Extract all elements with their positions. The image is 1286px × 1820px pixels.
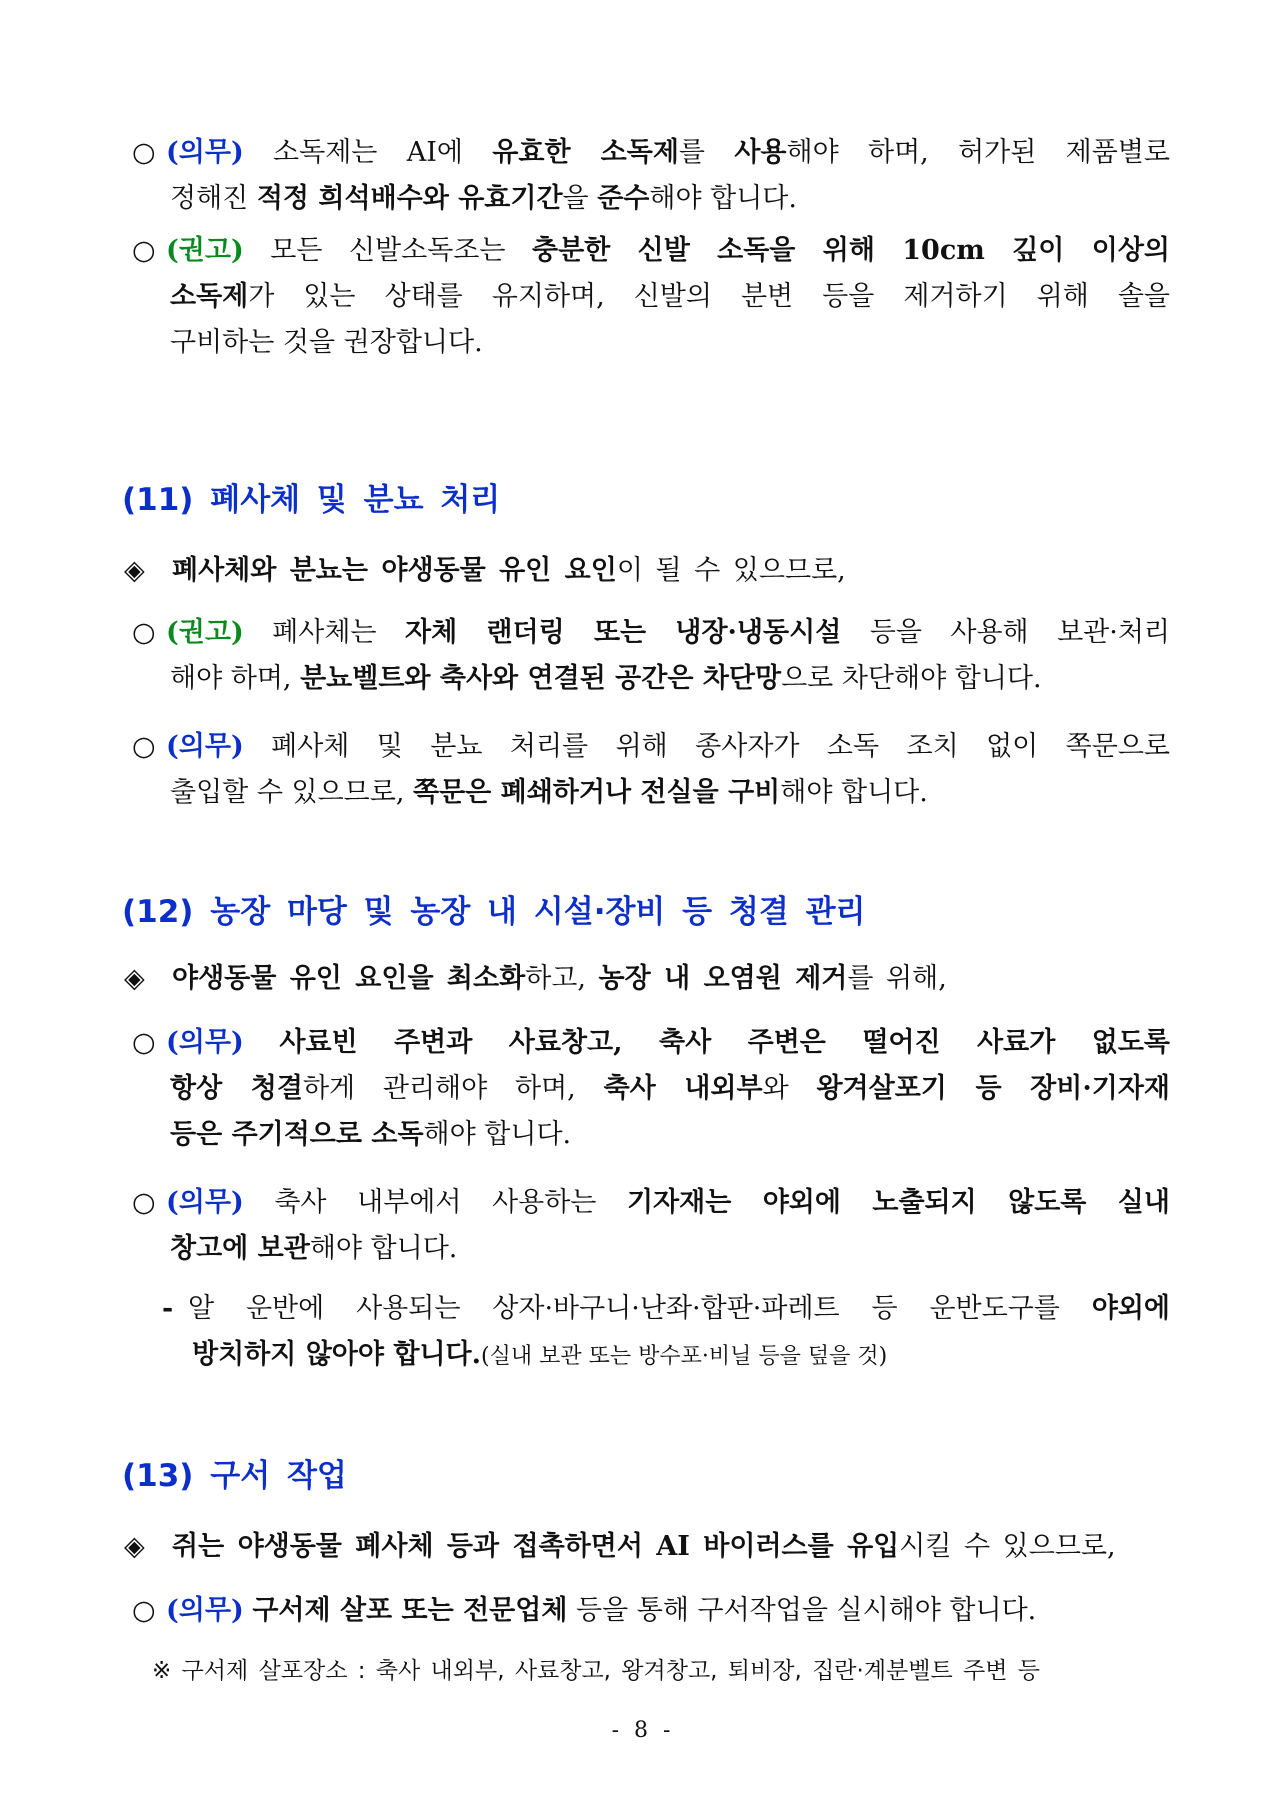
page-number: - 8 - (611, 1718, 675, 1743)
diamond-bullet-icon: ◈ (124, 1531, 145, 1562)
item-text (279, 1027, 1170, 1058)
item-line (132, 656, 1170, 702)
circle-bullet-icon: ○ (132, 1187, 156, 1218)
section-heading-13: (13) 구서 작업 (122, 1458, 347, 1494)
item-line (132, 724, 1170, 770)
item-text: 모든 신발소독조는 충분한 신발 소독을 위해 10cm 깊이 이상의 (270, 235, 1170, 266)
bullet-item-sidedoor (132, 724, 1170, 816)
dash-bullet: - (162, 1293, 174, 1324)
emphasis-text: 소독제 (170, 281, 249, 312)
emphasis-text: 사료빈 주변과 사료창고, 축사 주변은 떨어진 사료가 없도록 (279, 1027, 1170, 1058)
section-lead-13 (124, 1524, 1116, 1563)
item-line (132, 1020, 1170, 1066)
item-line (132, 130, 1170, 176)
emphasis-text: 농장 내 오염원 제거 (598, 963, 848, 994)
emphasis-text: 분뇨벨트와 축사와 연결된 공간은 차단망 (300, 663, 782, 694)
item-line (132, 228, 1170, 274)
emphasis-text: 항상 청결 (170, 1073, 303, 1104)
emphasis-text: 왕겨살포기 등 장비·기자재 (816, 1073, 1170, 1104)
emphasis-text: 방치하지 않아야 합니다. (192, 1339, 482, 1370)
item-line (132, 1066, 1170, 1112)
circle-bullet-icon: ○ (132, 137, 156, 168)
item-line (132, 1588, 1170, 1634)
emphasis-text: 유효한 소독제 (492, 137, 679, 168)
circle-bullet-icon: ○ (132, 1027, 156, 1058)
parenthetical-note: (실내 보관 또는 방수포·비닐 등을 덮을 것) (481, 1344, 888, 1369)
item-text: 소독제는 AI에 유효한 소독제를 사용해야 하며, 허가된 제품별로 (273, 137, 1170, 168)
item-text: 축사 내부에서 사용하는 기자재는 야외에 노출되지 않도록 실내 (274, 1187, 1170, 1218)
item-line (162, 1332, 1170, 1380)
reference-note: ※ 구서제 살포장소 : 축사 내외부, 사료창고, 왕겨창고, 퇴비장, 집란·계분벨트 주변 등 (152, 1658, 1040, 1684)
item-line (132, 274, 1170, 320)
emphasis-text: 창고에 보관 (170, 1233, 310, 1264)
obligation-tag: (의무) (166, 1595, 244, 1626)
circle-bullet-icon: ○ (132, 235, 156, 266)
item-text: 항상 청결하게 관리해야 하며, 축사 내외부와 왕겨살포기 등 장비·기자재 (170, 1073, 1170, 1104)
item-line (132, 320, 1170, 366)
emphasis-text: 적정 희석배수와 유효기간 (256, 183, 563, 214)
circle-bullet-icon: ○ (132, 731, 156, 762)
item-text: 알 운반에 사용되는 상자·바구니·난좌·합판·파레트 등 운반도구를 야외에 (188, 1293, 1170, 1324)
bullet-item-rodent-control (132, 1588, 1170, 1634)
item-line (132, 1226, 1170, 1272)
item-text: 폐사체는 자체 랜더링 또는 냉장·냉동시설 등을 사용해 보관·처리 (272, 617, 1170, 648)
emphasis-text: 충분한 신발 소독을 위해 10cm 깊이 이상의 (532, 235, 1170, 266)
bullet-item-carcass (132, 610, 1170, 702)
diamond-bullet-icon: ◈ (124, 963, 145, 994)
item-text (192, 1339, 887, 1370)
bullet-item-disinfectant (132, 130, 1170, 222)
section-heading-12: (12) 농장 마당 및 농장 내 시설·장비 등 청결 관리 (122, 894, 866, 930)
lead-text: 야생동물 유인 요인을 최소화하고, 농장 내 오염원 제거를 위해, (172, 963, 947, 994)
obligation-tag: (의무) (166, 731, 244, 762)
item-line (132, 176, 1170, 222)
item-text: 등은 주기적으로 소독해야 합니다. (170, 1119, 572, 1150)
item-text: 폐사체 및 분뇨 처리를 위해 종사자가 소독 조치 없이 쪽문으로 (271, 731, 1170, 762)
emphasis-text: 등은 주기적으로 소독 (170, 1119, 424, 1150)
item-text: 소독제가 있는 상태를 유지하며, 신발의 분변 등을 제거하기 위해 솔을 (170, 281, 1170, 312)
emphasis-text: 사용 (734, 137, 787, 168)
recommendation-tag: (권고) (166, 617, 244, 648)
emphasis-text: 쥐는 야생동물 폐사체 등과 접촉하면서 AI 바이러스를 유입 (172, 1531, 900, 1562)
emphasis-text: 야외에 (1091, 1293, 1170, 1324)
item-line (132, 1180, 1170, 1226)
emphasis-text: 구서제 살포 또는 전문업체 (252, 1595, 568, 1626)
item-text: 구비하는 것을 권장합니다. (170, 327, 483, 358)
diamond-bullet-icon: ◈ (124, 555, 145, 586)
item-line (132, 770, 1170, 816)
emphasis-text: 폐사체와 분뇨는 야생동물 유인 요인 (172, 555, 617, 586)
bullet-item-feedbin (132, 1020, 1170, 1158)
bullet-item-footbath (132, 228, 1170, 366)
item-line (162, 1286, 1170, 1332)
sub-item-transport-tools (162, 1286, 1170, 1380)
obligation-tag: (의무) (166, 1027, 244, 1058)
emphasis-text: 기자재는 야외에 노출되지 않도록 실내 (626, 1187, 1170, 1218)
section-heading-11: (11) 폐사체 및 분뇨 처리 (122, 482, 501, 518)
circle-bullet-icon: ○ (132, 1595, 156, 1626)
recommendation-tag: (권고) (166, 235, 244, 266)
item-text: 해야 하며, 분뇨벨트와 축사와 연결된 공간은 차단망으로 차단해야 합니다. (170, 663, 1042, 694)
emphasis-text: 자체 랜더링 또는 냉장·냉동시설 (404, 617, 842, 648)
section-lead-11 (124, 548, 846, 587)
item-text: 정해진 적정 희석배수와 유효기간을 준수해야 합니다. (170, 183, 797, 214)
lead-text: 쥐는 야생동물 폐사체 등과 접촉하면서 AI 바이러스를 유입시킬 수 있으므로, (172, 1531, 1116, 1562)
item-text: 구서제 살포 또는 전문업체 등을 통해 구서작업을 실시해야 합니다. (252, 1595, 1037, 1626)
lead-text: 폐사체와 분뇨는 야생동물 유인 요인이 될 수 있으므로, (172, 555, 846, 586)
emphasis-text: 축사 내외부 (603, 1073, 763, 1104)
section-lead-12 (124, 956, 947, 995)
circle-bullet-icon: ○ (132, 617, 156, 648)
emphasis-text: 야생동물 유인 요인을 최소화 (172, 963, 526, 994)
bullet-item-equipment (132, 1180, 1170, 1272)
item-text: 출입할 수 있으므로, 쪽문은 폐쇄하거나 전실을 구비해야 합니다. (170, 777, 928, 808)
item-line (132, 1112, 1170, 1158)
emphasis-text: 쪽문은 폐쇄하거나 전실을 구비 (413, 777, 781, 808)
item-text: 창고에 보관해야 합니다. (170, 1233, 458, 1264)
item-line (132, 610, 1170, 656)
obligation-tag: (의무) (166, 1187, 244, 1218)
emphasis-text: 준수 (597, 183, 650, 214)
obligation-tag: (의무) (166, 137, 244, 168)
